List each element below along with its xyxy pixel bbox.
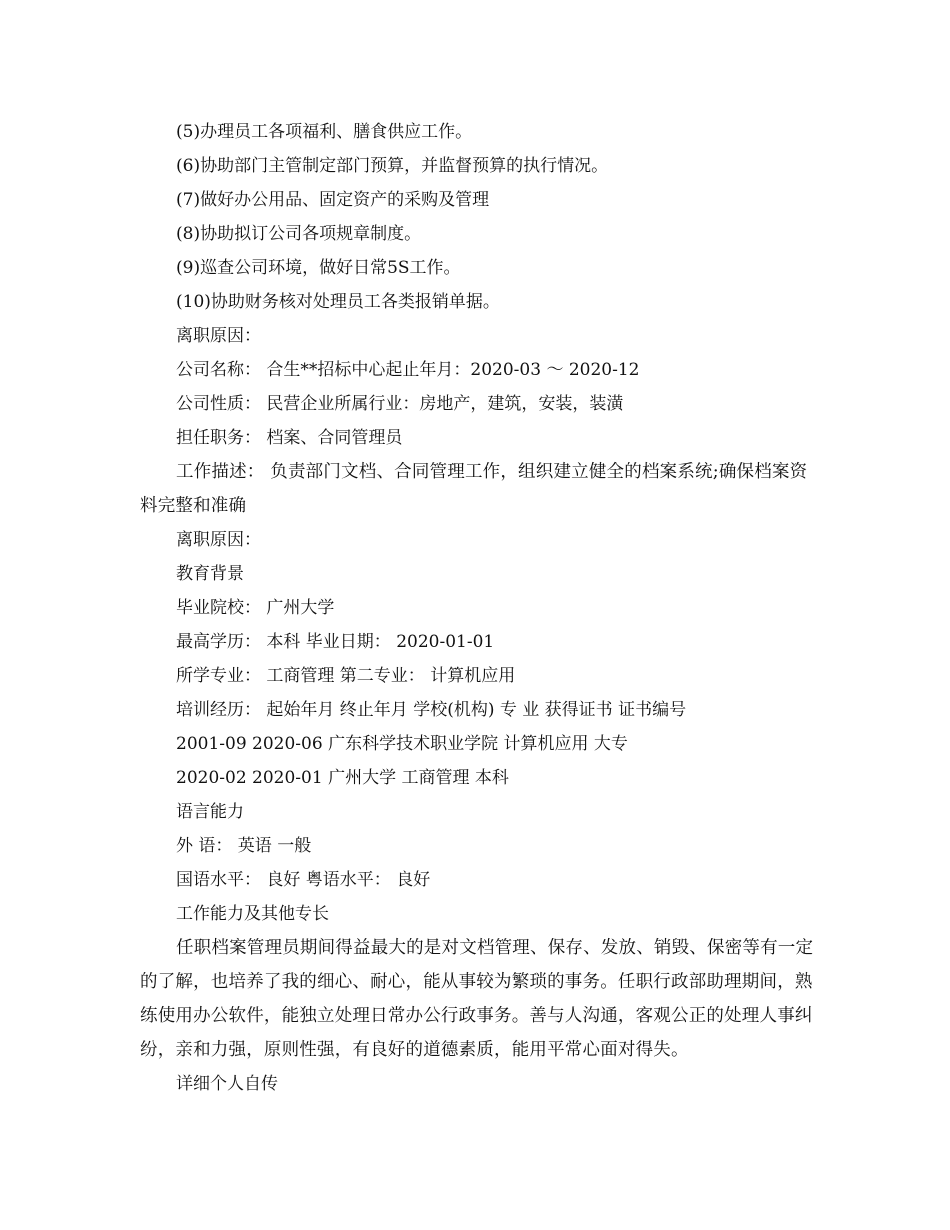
company-type: 公司性质： 民营企业所属行业：房地产，建筑，安装，装潢	[176, 394, 624, 414]
leave-reason-2: 离职原因：	[176, 530, 261, 550]
duty-5: (5)办理员工各项福利、膳食供应工作。	[176, 122, 473, 142]
duty-10: (10)协助财务核对处理员工各类报销单据。	[176, 292, 500, 312]
highest-degree: 最高学历： 本科 毕业日期： 2020-01-01	[176, 632, 495, 652]
duty-9: (9)巡查公司环境，做好日常5S工作。	[176, 258, 461, 278]
abilities-paragraph: 任职档案管理员期间得益最大的是对文档管理、保存、发放、销毁、保密等有一定的了解，也培养了我的细心、耐心，能从事较为繁琐的事务。任职行政部助理期间，熟练使用办公软件，能独立处理日常办公行政事务。善与人沟通，客观公正的处理人事纠纷，亲和力强，原则性强，有良好的道德素质，能用平常心面对得失。	[140, 938, 814, 1060]
autobiography-heading: 详细个人自传	[176, 1074, 278, 1094]
work-description: 工作描述： 负责部门文档、合同管理工作，组织建立健全的档案系统;确保档案资料完整和准确	[140, 462, 808, 516]
education-heading: 教育背景	[176, 564, 244, 584]
language-heading: 语言能力	[176, 802, 244, 822]
duty-8: (8)协助拟订公司各项规章制度。	[176, 224, 422, 244]
training-header: 培训经历： 起始年月 终止年月 学校(机构) 专 业 获得证书 证书编号	[176, 700, 687, 720]
mandarin-cantonese: 国语水平： 良好 粤语水平： 良好	[176, 870, 431, 890]
graduate-school: 毕业院校： 广州大学	[176, 598, 335, 618]
major: 所学专业： 工商管理 第二专业： 计算机应用	[176, 666, 516, 686]
document-body	[140, 115, 820, 1101]
training-row-1: 2001-09 2020-06 广东科学技术职业学院 计算机应用 大专	[176, 734, 628, 754]
training-row-2: 2020-02 2020-01 广州大学 工商管理 本科	[176, 768, 509, 788]
duty-7: (7)做好办公用品、固定资产的采购及管理	[176, 190, 490, 210]
job-title: 担任职务： 档案、合同管理员	[176, 428, 403, 448]
abilities-heading: 工作能力及其他专长	[176, 904, 329, 924]
foreign-language: 外 语： 英语 一般	[176, 836, 312, 856]
duty-6: (6)协助部门主管制定部门预算，并监督预算的执行情况。	[176, 156, 609, 176]
leave-reason-1: 离职原因：	[176, 326, 261, 346]
company-name: 公司名称： 合生**招标中心起止年月：2020-03 ～ 2020-12	[176, 360, 640, 380]
